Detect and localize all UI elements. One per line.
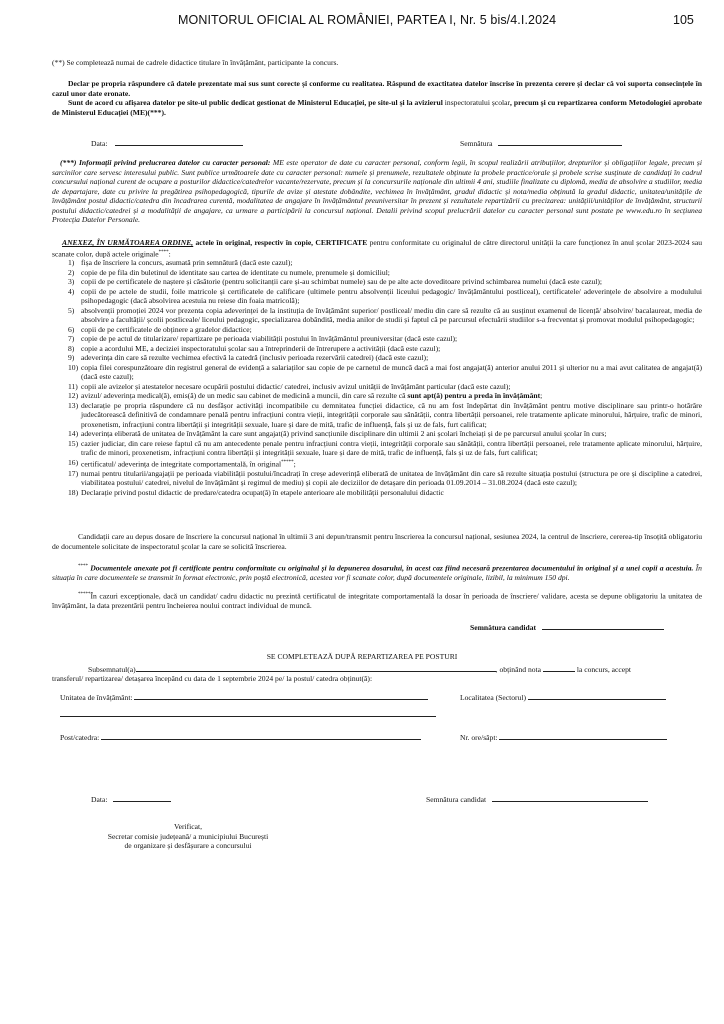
candidates-note: Candidații care au depus dosare de înscriere la concursul național în ultimii 3 ani depun/transmit pentru înscrierea la concursul național, sesiunea 2024, la centrul de înscriere, cererea-tip însoțită obligatoriu de documentele solicitate de inspectoratul școlar la care se solicită înscrierea.: [52, 532, 702, 551]
signature-line: [498, 138, 622, 146]
annex-item: [52, 258, 702, 268]
locality-field[interactable]: [460, 692, 666, 703]
annex-item: [52, 344, 702, 354]
verified-commission: de organizare și desfășurare a concursului: [124, 841, 252, 850]
annex-item: [52, 363, 702, 382]
annex-item-text: copie de pe fila din buletinul de identitate sau cartea de identitate cu numele, prenumele și domiciliul;: [81, 267, 390, 277]
annex-item-text: Declarație privind postul didactic de predare/catedra ocupat(ă) în etapele anterioare ale mobilității personalului didactic: [81, 487, 444, 497]
annex-item-number: 3): [68, 277, 75, 286]
locality-label: Localitatea (Sectorul): [460, 693, 526, 702]
consent-text-a: Sunt de acord cu afișarea datelor pe site-ul public dedicat gestionat de Ministerul Educației, pe site-ul și la avizierul: [68, 98, 445, 107]
annex-item: [52, 391, 702, 401]
footnote-4-mark: ****: [78, 564, 88, 569]
annex-item: [52, 325, 702, 335]
annex-item-sup: *****: [281, 459, 294, 465]
unit-input[interactable]: [134, 692, 428, 700]
annex-item-text: copii de pe certificatele de naștere și căsătorie (pentru solicitanții care și-au schimbat numele) sau de pe alte acte doveditoare privind schimbarea numelui (dacă este cazul);: [81, 277, 602, 286]
annex-item-number: 2): [68, 267, 75, 277]
declaration-paragraph: Declar pe propria răspundere că datele prezentate mai sus sunt corecte și conforme cu realitatea. Răspund de exactitatea datelor înscrise în prezenta cerere și declar că voi suporta consecințele în cazul unor date eronate.: [52, 79, 702, 98]
annex-item-number: 15): [68, 438, 79, 448]
annex-list: [52, 258, 702, 497]
verified-secretary: Secretar comisie județeană/ a municipiului București: [107, 831, 269, 841]
signature-line-2: [492, 794, 648, 802]
annex-item: [52, 439, 702, 458]
consent-text-b: inspectoratului școlar: [444, 98, 511, 107]
teachers-footnote: (**) Se completează numai de cadrele didactice titulare în învățământ, participante la concurs.: [52, 58, 339, 67]
annex-item: [52, 268, 702, 278]
annex-item-text: fișa de înscriere la concurs, asumată prin semnătură (dacă este cazul);: [81, 258, 293, 267]
annex-item-text: numai pentru titularii/angajații pe perioada viabilității postului/încadrați în creșe adeverință eliberată de unitatea de învățământ din care să rezulte situația postului (structura pe ore și discipline a catedrei, viabilitatea postului/ catedrei, nivelul de învățământ și regimul de mediu) și copii ale deciziilor de detașare din perioada 01.09.2014 – 31.08.2024 (dacă este cazul);: [81, 468, 702, 488]
annex-lead: ANEXEZ, ÎN URMĂTOAREA ORDINE,: [62, 238, 194, 247]
annex-item: [52, 334, 702, 344]
annex-item-number: 1): [68, 258, 75, 267]
annex-intro: [52, 238, 702, 259]
repartition-line-1: [88, 664, 702, 675]
date-line: [115, 138, 243, 146]
annex-item-number: 13): [68, 400, 79, 410]
annex-item: [52, 353, 702, 363]
annex-item-bold: sunt apt(ă) pentru a preda în învățământ: [407, 391, 541, 400]
annex-item-text: adeverința din care să rezulte vechimea efectivă la catedră (inclusiv perioada rezervării catedrei) (dacă este cazul);: [81, 353, 429, 362]
date-field-2[interactable]: [91, 794, 171, 805]
annex-item-number: 5): [68, 305, 75, 315]
annex-item-text: copii de pe actele de studii, foile matricole și certificatele de calificare (ultimele pentru absolvenții liceului pedagogic/ învățământului postliceal), certificatele/ adeverințele de absolvire a modulului psihopedagogic (dacă absolvirea acestuia nu reiese din foaia matricolă);: [81, 286, 702, 305]
signature-field-2[interactable]: [426, 794, 648, 805]
annex-item-text: certificatul/ adeverința de integritate comportamentală, în original: [81, 459, 282, 469]
hours-input[interactable]: [499, 732, 667, 740]
post-input[interactable]: [101, 732, 421, 740]
date-label-2: Data:: [91, 795, 108, 804]
undersigned-label: Subsemnatul(a): [88, 665, 136, 674]
annex-item-text: copie a acordului ME, a deciziei inspectoratului școlar sau a întreprinderii de întrerupere a activității (dacă este cazul);: [81, 343, 441, 353]
annex-sup: ****: [158, 249, 169, 255]
annex-item: [52, 277, 702, 287]
unit-field[interactable]: [60, 692, 428, 703]
footnote-4-rest: În situația în care documentele se transmit în format electronic, prin poștă electronică, acestea vor fi scanate color, după documentele originale, lizibil, la minimum 150 dpi.: [52, 563, 702, 583]
annex-item-text: copie de pe actul de titularizare/ repartizare pe perioada viabilității postului în învățământul preuniversitar (dacă este cazul);: [81, 334, 458, 343]
annex-item: [52, 429, 702, 439]
hours-label: Nr. ore/săpt:: [460, 733, 498, 742]
unit-label: Unitatea de învățământ:: [60, 693, 133, 702]
annex-item-number: 6): [68, 324, 75, 334]
candidate-signature-field[interactable]: [470, 622, 664, 633]
annex-item-number: 7): [68, 334, 75, 343]
privacy-lead: (***) Informații privind prelucrarea datelor cu caracter personal:: [60, 158, 271, 167]
annex-item-number: 11): [68, 381, 78, 391]
page-number: 105: [673, 13, 694, 27]
annex-item: [52, 458, 702, 469]
candidate-signature-line: [542, 622, 664, 630]
annex-item-number: 8): [68, 343, 75, 353]
annex-item-number: 17): [68, 468, 79, 478]
annex-item-text: declarație pe propria răspundere că nu desfășor activități incompatibile cu demnitatea funcției didactice, că nu am fost îndepărtat din învățământ pentru motive disciplinare sau printr-o hotărâre judecătorească definitivă de condamnare penală pentru infracțiuni contra vieții, integrității corporale sau sănătății, contra libertății persoanei, rele tratamente aplicate minorului, hărțuire, trafic de minori, proxenetism, infracțiuni contra libertății și integrității sexuale, luare și dare de mită, trafic de influență, fals și uz de fals, furt calificat;: [81, 400, 702, 429]
annex-item-number: 16): [68, 457, 79, 467]
annex-item-number: 12): [68, 391, 79, 400]
date-line-2: [113, 794, 171, 802]
annex-item-number: 18): [68, 487, 79, 497]
consent-text-c: , precum și cu repartizarea conform Metodologiei aprobate de Ministerul Educației (ME)(***).: [52, 98, 702, 117]
annex-item-tail: ;: [293, 459, 296, 469]
annex-item: [52, 469, 702, 488]
annex-item-text: absolvenții promoției 2024 vor prezenta copia adeverinței de la instituția de învățământ superior/ postliceal/ mediu din care să rezulte că au susținut examenul de licență/ absolvire/ bacalaureat, media de absolvire a facultății/ școlii postliceale/ liceului pedagogic, specializarea dobândită, media anilor de studii și faptul că pe parcursul efectuării studiilor s-a frecventat și promovat modulul psihopedagogic;: [81, 305, 702, 324]
annex-item-text: adeverința eliberată de unitatea de învățământ la care sunt angajat(ă) privind sancțiunile disciplinare din ultimii 2 ani școlari încheiați și de pe parcursul anului școlar în curs;: [81, 429, 607, 438]
hours-field[interactable]: [460, 732, 667, 743]
privacy-body: ME este operator de date cu caracter personal, conform legii, în scopul realizării atribuțiilor, drepturilor și obligațiilor legale, precum și sarcinilor care servesc interesului public. Sunt publice următoarele date cu caracter personal: numele și prenumele, rezultatele obținute la probele practice/orale și probele scrise susținute de candidați în cadrul concursului național curent de ocupare a posturilor didactice/catedrelor vacante/rezervate, precum și la concursurile naționale din ultimii 4 ani, studiile finalizate cu diplomă, media de absolvire a studiilor, media de departajare, date cu privire la pregătirea psihopedagogică, tipurile de avize și atestate dobândite, vechimea în învățământ, gradul didactic și nota/media obținută la gradul didactic, unitatea/unitățile de învățământ postul didactic/catedra din încadrarea curentă, modalitatea de angajare în învățământul preuniversitar în prezent și rezultatele repartizării cu precizarea: unitățiii/unităților de învățământ, structurii postului didactic/catedrei și a modalității de angajare, ca urmare a participării la concursul național. Detalii privind scopul prelucrării datelor cu caracter personal sunt postate pe www.edu.ro în secțiunea Protecția Datelor Personale.: [52, 158, 702, 224]
signature-label: Semnătura: [460, 139, 493, 148]
obtaining-label: , obținând nota: [495, 665, 542, 674]
annex-item-number: 9): [68, 353, 75, 362]
footnote-5-mark: *****: [78, 592, 91, 597]
annex-item-text: copia filei corespunzătoare din registrul general de evidență a salariaților sau copie de pe carnetul de muncă dacă a mai fost angajat(ă) anterior anului 2011 și ulterior nu a mai avut calitatea de angajat(ă) (dacă este cazul);: [81, 362, 702, 381]
annex-item-text: copii ale avizelor și atestatelor necesare ocupării postului didactic/ catedrei, inclusiv avizul unității de învățământ particular (dacă este cazul);: [81, 381, 511, 391]
privacy-note: [52, 158, 702, 225]
verified-label: Verificat,: [173, 822, 203, 831]
annex-item: [52, 401, 702, 430]
date-field-1[interactable]: [91, 138, 243, 149]
annex-item-text: avizul/ adeverința medical(ă), emis(ă) de un medic sau cabinet de medicină a muncii, din care să rezulte că: [81, 391, 408, 400]
annex-item-number: 10): [68, 362, 79, 372]
post-field[interactable]: [60, 732, 421, 743]
candidate-signature-label: Semnătura candidat: [470, 623, 537, 632]
annex-item-number: 4): [68, 286, 75, 296]
annex-after: :: [168, 249, 171, 259]
footnote-5-text: În cazuri excepționale, dacă un candidat/ cadru didactic nu prezintă certificatul de integritate comportamentală la dosar în perioada de înscriere/ validare, acesta se depune obligatoriu la unitatea de învățământ, la data prezentării pentru încheierea noului contract individual de muncă.: [52, 591, 702, 611]
locality-input[interactable]: [528, 692, 666, 700]
undersigned-name-input[interactable]: [136, 664, 496, 672]
footnote-4: [52, 562, 702, 583]
annex-item-text: cazier judiciar, din care reiese faptul că nu am antecedente penale pentru infracțiuni contra vieții, integrității corporale sau sănătății, contra libertății persoanei, rele tratamente aplicate minorului, hărțuire, trafic de minori, proxenetism, infracțiuni contra libertății și integrității sexuale, luare și dare de mită, trafic de influență, fals și uz de fals, furt calificat;: [81, 438, 702, 457]
grade-input[interactable]: [543, 664, 575, 672]
annex-item-text: copii de pe certificatele de obținere a gradelor didactice;: [81, 324, 252, 334]
repartition-line-2: transferul/ repartizarea/ detașarea începând cu data de 1 septembrie 2024 pe/ la postul/ catedra obținut(ă):: [52, 674, 373, 683]
annex-item: [52, 287, 702, 306]
signature-field-1[interactable]: [460, 138, 622, 149]
date-label: Data:: [91, 139, 108, 148]
post-label: Post/catedra:: [60, 733, 100, 742]
footnote-4-bold: Documentele anexate pot fi certificate pentru conformitate cu originalul și la depunerea dosarului, în acest caz fiind necesară prezentarea documentului în original și a unei copii a acestuia.: [88, 563, 694, 573]
page-header-title: MONITORUL OFICIAL AL ROMÂNIEI, PARTEA I, Nr. 5 bis/4.I.2024: [178, 13, 557, 27]
annex-item: [52, 382, 702, 392]
verified-block: [88, 822, 288, 851]
signature-label-2: Semnătura candidat: [426, 795, 487, 804]
unit-input-second-line[interactable]: [60, 716, 436, 717]
annex-rest: pentru conformitate cu originalul de către directorul unității la care funcționez în anul școlar 2023-2024 sau scanate color, după actele originale: [52, 238, 703, 259]
annex-item-number: 14): [68, 429, 79, 438]
consent-paragraph: [52, 98, 702, 117]
annex-item-tail: ;: [540, 391, 543, 400]
footnote-5: [52, 590, 702, 611]
annex-lead-2: actele în original, respectiv în copie, CERTIFICATE: [193, 238, 368, 247]
annex-item: [52, 306, 702, 325]
at-contest-label: la concurs, accept: [576, 665, 632, 674]
repartition-title: SE COMPLETEAZĂ DUPĂ REPARTIZAREA PE POSTURI: [266, 652, 458, 661]
annex-item: [52, 488, 702, 498]
